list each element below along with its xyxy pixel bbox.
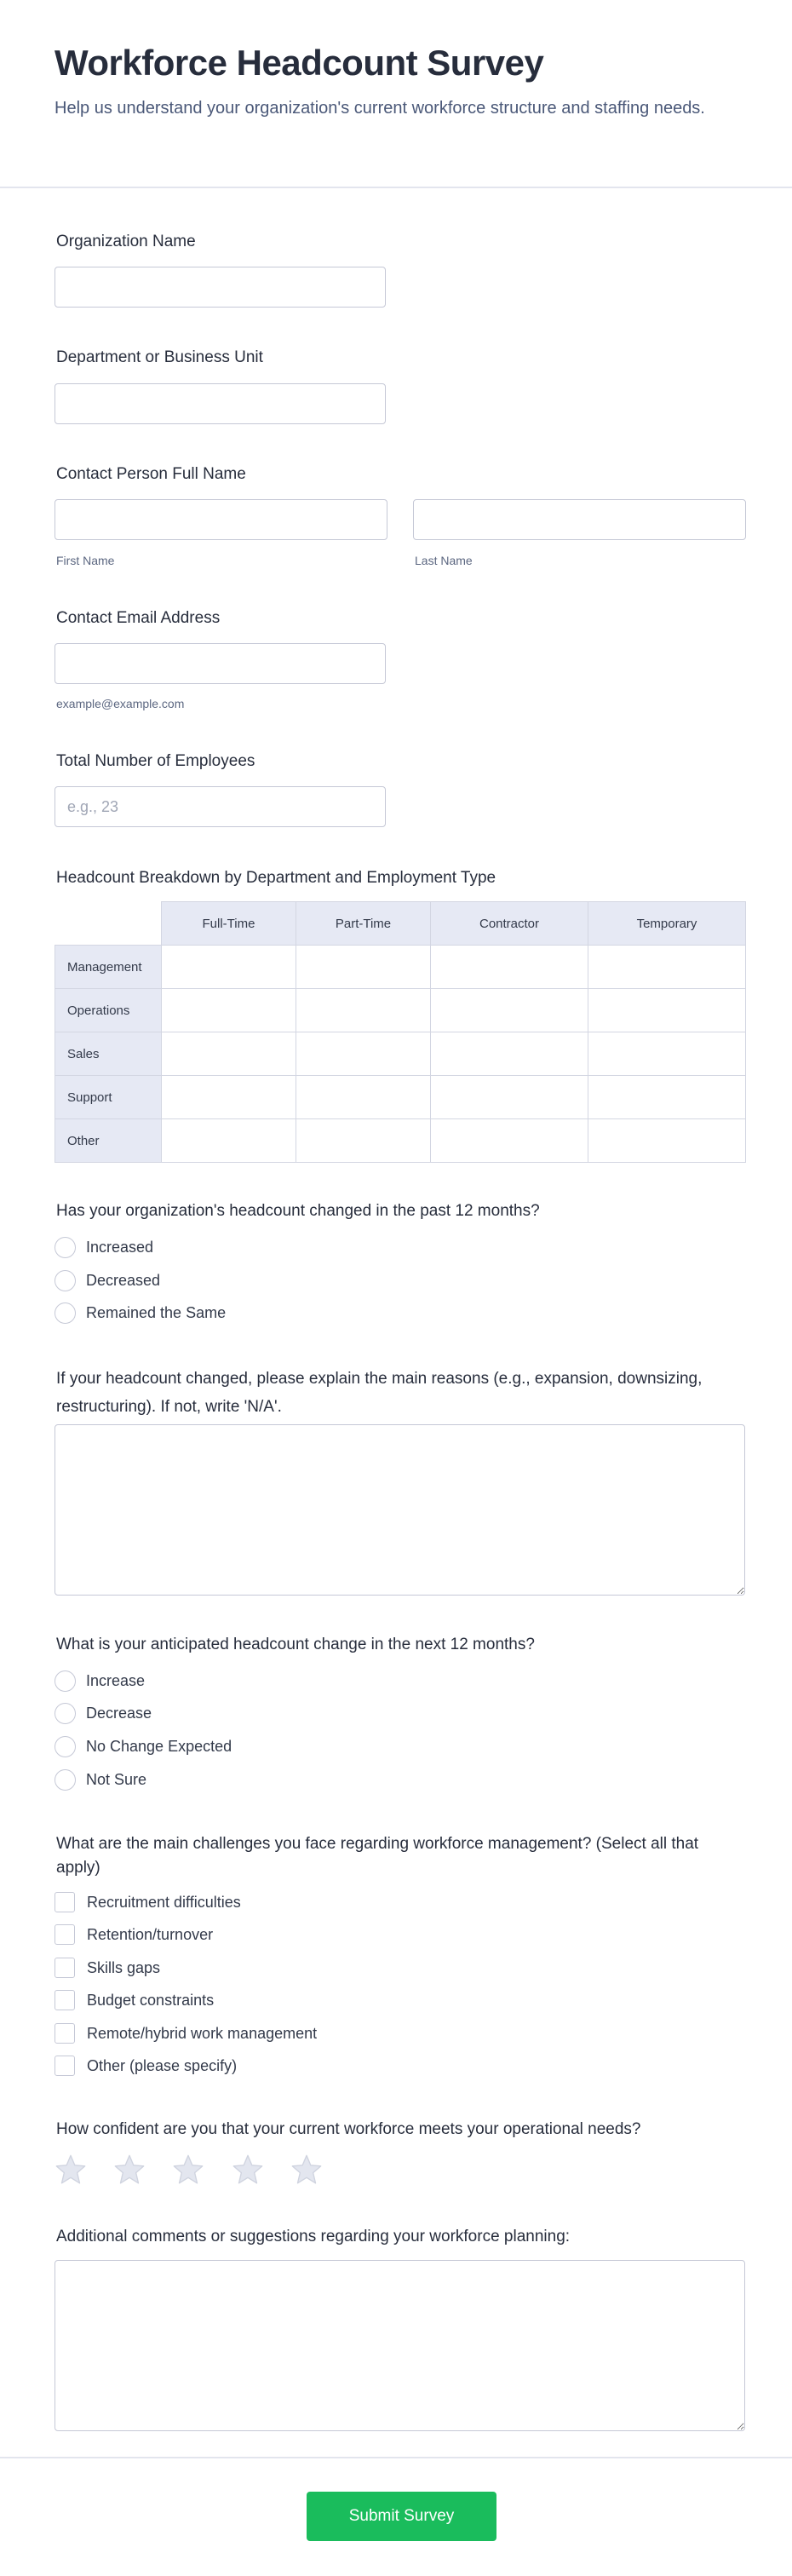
last-name-sublabel: Last Name <box>415 554 473 567</box>
star-icon[interactable] <box>54 2153 88 2187</box>
radio-option-no-change[interactable] <box>55 1736 232 1757</box>
matrix-col-header: Full-Time <box>162 902 296 946</box>
header-divider <box>0 187 792 188</box>
option-label: Increased <box>86 1239 154 1256</box>
radio-button[interactable] <box>55 1270 76 1291</box>
radio-option-decreased[interactable] <box>55 1270 160 1291</box>
matrix-cell[interactable] <box>431 946 588 989</box>
matrix-row-header: Operations <box>55 989 162 1032</box>
matrix-cell[interactable] <box>431 1032 588 1076</box>
option-label: No Change Expected <box>86 1738 232 1755</box>
matrix-label: Headcount Breakdown by Department and Employment Type <box>56 869 496 887</box>
option-label: Decrease <box>86 1705 152 1722</box>
option-label: Retention/turnover <box>87 1925 214 1943</box>
matrix-row-header: Other <box>55 1119 162 1163</box>
radio-button[interactable] <box>55 1769 76 1791</box>
first-name-sublabel: First Name <box>56 554 115 567</box>
matrix-row <box>55 1119 746 1163</box>
matrix-cell[interactable] <box>588 1076 746 1119</box>
radio-button[interactable] <box>55 1736 76 1757</box>
checkbox-option[interactable] <box>55 2056 237 2076</box>
matrix-cell[interactable] <box>162 1119 296 1163</box>
radio-button[interactable] <box>55 1302 76 1324</box>
department-label: Department or Business Unit <box>56 348 263 366</box>
matrix-cell[interactable] <box>296 1032 431 1076</box>
option-label: Recruitment difficulties <box>87 1893 241 1911</box>
last-name-input[interactable] <box>413 499 746 540</box>
department-input[interactable] <box>55 383 386 424</box>
matrix-col-header: Part-Time <box>296 902 431 946</box>
anticipated-label: What is your anticipated headcount change in the next 12 months? <box>56 1636 535 1653</box>
star-icon[interactable] <box>290 2153 324 2187</box>
matrix-row-header: Sales <box>55 1032 162 1076</box>
checkbox[interactable] <box>55 2023 75 2044</box>
checkbox-option[interactable] <box>55 1958 160 1978</box>
changed-label: Has your organization's headcount changed in the past 12 months? <box>56 1202 540 1220</box>
matrix-cell[interactable] <box>162 1032 296 1076</box>
checkbox[interactable] <box>55 2056 75 2076</box>
checkbox-option[interactable] <box>55 1924 213 1945</box>
checkbox[interactable] <box>55 1990 75 2010</box>
radio-option-increase[interactable] <box>55 1670 145 1692</box>
footer-divider <box>0 2457 792 2458</box>
checkbox[interactable] <box>55 1924 75 1945</box>
matrix-cell[interactable] <box>431 1076 588 1119</box>
matrix-row-header: Management <box>55 946 162 989</box>
option-label: Not Sure <box>86 1771 147 1788</box>
star-icon[interactable] <box>171 2153 205 2187</box>
matrix-cell[interactable] <box>162 946 296 989</box>
option-label: Remote/hybrid work management <box>87 2024 318 2042</box>
explain-textarea[interactable] <box>55 1424 745 1596</box>
option-label: Other (please specify) <box>87 2056 238 2074</box>
matrix-cell[interactable] <box>431 1119 588 1163</box>
matrix-cell[interactable] <box>296 946 431 989</box>
matrix-col-header: Temporary <box>588 902 746 946</box>
checkbox[interactable] <box>55 1958 75 1978</box>
option-label: Decreased <box>86 1272 161 1289</box>
submit-button[interactable]: Submit Survey <box>307 2492 496 2541</box>
star-icon[interactable] <box>231 2153 265 2187</box>
page-title: Workforce Headcount Survey <box>55 43 544 83</box>
matrix-cell[interactable] <box>588 1119 746 1163</box>
employees-input[interactable] <box>55 786 386 827</box>
matrix-cell[interactable] <box>162 1076 296 1119</box>
matrix-cell[interactable] <box>296 1119 431 1163</box>
email-label: Contact Email Address <box>56 609 221 627</box>
comments-label: Additional comments or suggestions regarding your workforce planning: <box>56 2228 571 2245</box>
org-name-label: Organization Name <box>56 233 196 250</box>
matrix-cell[interactable] <box>588 989 746 1032</box>
matrix-col-header: Contractor <box>431 902 588 946</box>
matrix-row-header: Support <box>55 1076 162 1119</box>
option-label: Remained the Same <box>86 1304 227 1321</box>
headcount-matrix <box>55 901 746 1163</box>
matrix-row <box>55 1032 746 1076</box>
radio-option-decrease[interactable] <box>55 1703 152 1724</box>
employees-label: Total Number of Employees <box>56 752 255 770</box>
challenges-label: What are the main challenges you face regarding workforce management? (Select all that apply) <box>56 1835 699 1877</box>
option-label: Increase <box>86 1672 146 1689</box>
matrix-row <box>55 946 746 989</box>
explain-label: If your headcount changed, please explain the main reasons (e.g., expansion, downsizing, restructuring). If not, write 'N/A'. <box>56 1370 703 1416</box>
checkbox-option[interactable] <box>55 1990 214 2010</box>
matrix-row <box>55 1076 746 1119</box>
org-name-input[interactable] <box>55 267 386 308</box>
checkbox-option[interactable] <box>55 1892 241 1912</box>
star-icon[interactable] <box>112 2153 146 2187</box>
page-subtitle: Help us understand your organization's current workforce structure and staffing needs. <box>55 99 705 118</box>
radio-option-not-sure[interactable] <box>55 1769 146 1791</box>
email-hint: example@example.com <box>56 697 185 710</box>
first-name-input[interactable] <box>55 499 387 540</box>
matrix-cell[interactable] <box>431 989 588 1032</box>
radio-option-increased[interactable] <box>55 1237 153 1258</box>
radio-button[interactable] <box>55 1703 76 1724</box>
email-input[interactable] <box>55 643 386 684</box>
radio-button[interactable] <box>55 1670 76 1692</box>
checkbox-option[interactable] <box>55 2023 317 2044</box>
checkbox[interactable] <box>55 1892 75 1912</box>
matrix-cell[interactable] <box>296 989 431 1032</box>
matrix-row <box>55 989 746 1032</box>
matrix-cell[interactable] <box>296 1076 431 1119</box>
option-label: Budget constraints <box>87 1991 215 2009</box>
matrix-cell[interactable] <box>162 989 296 1032</box>
option-label: Skills gaps <box>87 1958 161 1976</box>
contact-label: Contact Person Full Name <box>56 465 246 483</box>
matrix-cell[interactable] <box>588 1032 746 1076</box>
matrix-cell[interactable] <box>588 946 746 989</box>
confidence-label: How confident are you that your current workforce meets your operational needs? <box>56 2120 641 2138</box>
radio-option-same[interactable] <box>55 1302 226 1324</box>
radio-button[interactable] <box>55 1237 76 1258</box>
matrix-corner <box>55 902 162 946</box>
comments-textarea[interactable] <box>55 2260 745 2431</box>
